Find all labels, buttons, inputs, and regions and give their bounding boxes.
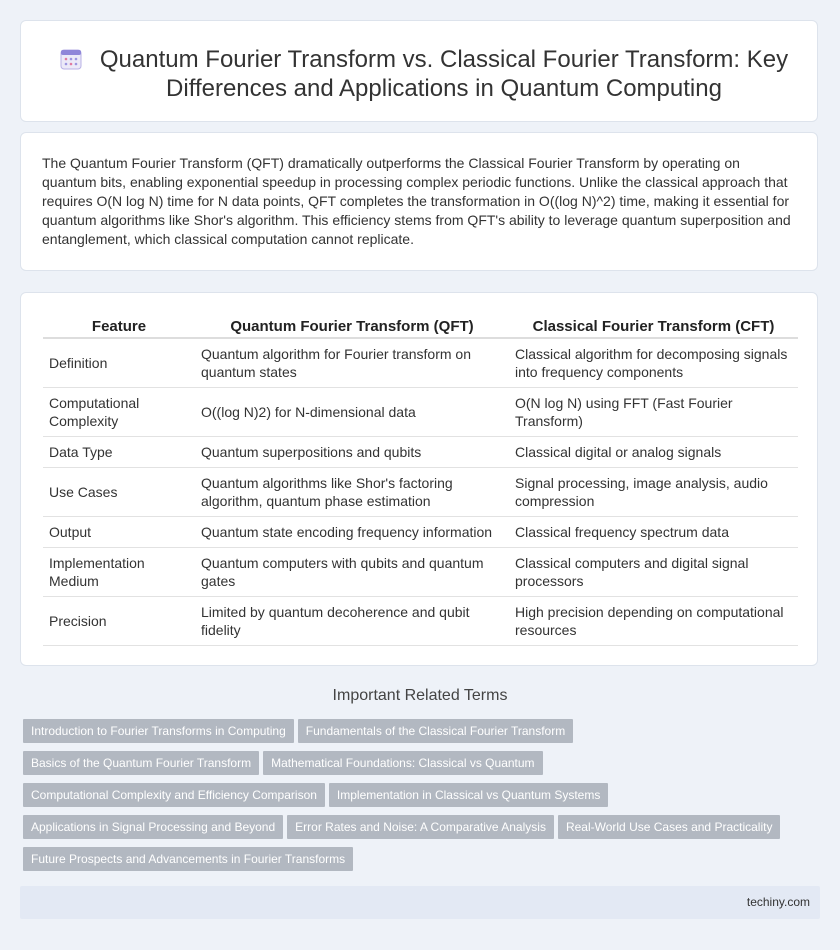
calendar-grid-icon [59,47,83,71]
cft-cell: Classical computers and digital signal processors [509,548,798,597]
qft-cell: Quantum algorithms like Shor's factoring algorithm, quantum phase estimation [195,468,509,517]
qft-cell: Quantum computers with qubits and quantum gates [195,548,509,597]
cft-cell: High precision depending on computational resources [509,597,798,646]
cft-cell: O(N log N) using FFT (Fast Fourier Transform) [509,388,798,437]
cft-cell: Classical digital or analog signals [509,437,798,468]
table-row [43,388,798,437]
table-row [43,468,798,517]
comparison-table-card [20,292,818,666]
cft-cell: Signal processing, image analysis, audio compression [509,468,798,517]
header-cft: Classical Fourier Transform (CFT) [509,314,798,339]
header-qft: Quantum Fourier Transform (QFT) [195,314,509,339]
related-term-tag[interactable]: Implementation in Classical vs Quantum Systems [329,783,608,807]
page-title: Quantum Fourier Transform vs. Classical Fourier Transform: Key Differences and Applications in Quantum Computing [99,46,789,102]
title-card [20,20,818,122]
related-term-tag[interactable]: Applications in Signal Processing and Beyond [23,815,283,839]
feature-cell: Implementation Medium [43,548,195,597]
related-term-tag[interactable]: Real-World Use Cases and Practicality [558,815,781,839]
footer [20,886,820,919]
qft-cell: Quantum algorithm for Fourier transform on quantum states [195,339,509,388]
qft-cell: Limited by quantum decoherence and qubit fidelity [195,597,509,646]
table-row [43,437,798,468]
qft-cell: O((log N)2) for N-dimensional data [195,388,509,437]
table-header-row [43,314,798,339]
related-term-tag[interactable]: Future Prospects and Advancements in Fourier Transforms [23,847,353,871]
related-term-tag[interactable]: Computational Complexity and Efficiency Comparison [23,783,325,807]
intro-card [20,132,818,271]
feature-cell: Output [43,517,195,548]
cft-cell: Classical algorithm for decomposing signals into frequency components [509,339,798,388]
related-terms-heading: Important Related Terms [332,687,508,704]
qft-cell: Quantum superpositions and qubits [195,437,509,468]
comparison-table [43,314,798,646]
table-row [43,597,798,646]
feature-cell: Use Cases [43,468,195,517]
table-row [43,517,798,548]
related-term-tag[interactable]: Basics of the Quantum Fourier Transform [23,751,259,775]
qft-cell: Quantum state encoding frequency information [195,517,509,548]
footer-site-link[interactable]: techiny.com [746,895,810,909]
cft-cell: Classical frequency spectrum data [509,517,798,548]
table-row [43,339,798,388]
related-term-tag[interactable]: Mathematical Foundations: Classical vs Quantum [263,751,542,775]
header-feature: Feature [43,314,195,339]
feature-cell: Computational Complexity [43,388,195,437]
table-row [43,548,798,597]
related-term-tag[interactable]: Error Rates and Noise: A Comparative Analysis [287,815,554,839]
related-terms-tags [23,719,803,879]
feature-cell: Definition [43,339,195,388]
feature-cell: Precision [43,597,195,646]
intro-paragraph: The Quantum Fourier Transform (QFT) dramatically outperforms the Classical Fourier Transform by operating on quantum bits, enabling exponential speedup in processing complex periodic functions. Unlike the classical approach that requires O(N log N) time for N data points, QFT completes the transformation in O((log N)^2) time, making it essential for quantum algorithms like Shor's algorithm. This efficiency stems from QFT's ability to leverage quantum superposition and entanglement, which classical computation cannot replicate. [42,155,791,247]
related-term-tag[interactable]: Introduction to Fourier Transforms in Computing [23,719,294,743]
feature-cell: Data Type [43,437,195,468]
related-term-tag[interactable]: Fundamentals of the Classical Fourier Transform [298,719,573,743]
